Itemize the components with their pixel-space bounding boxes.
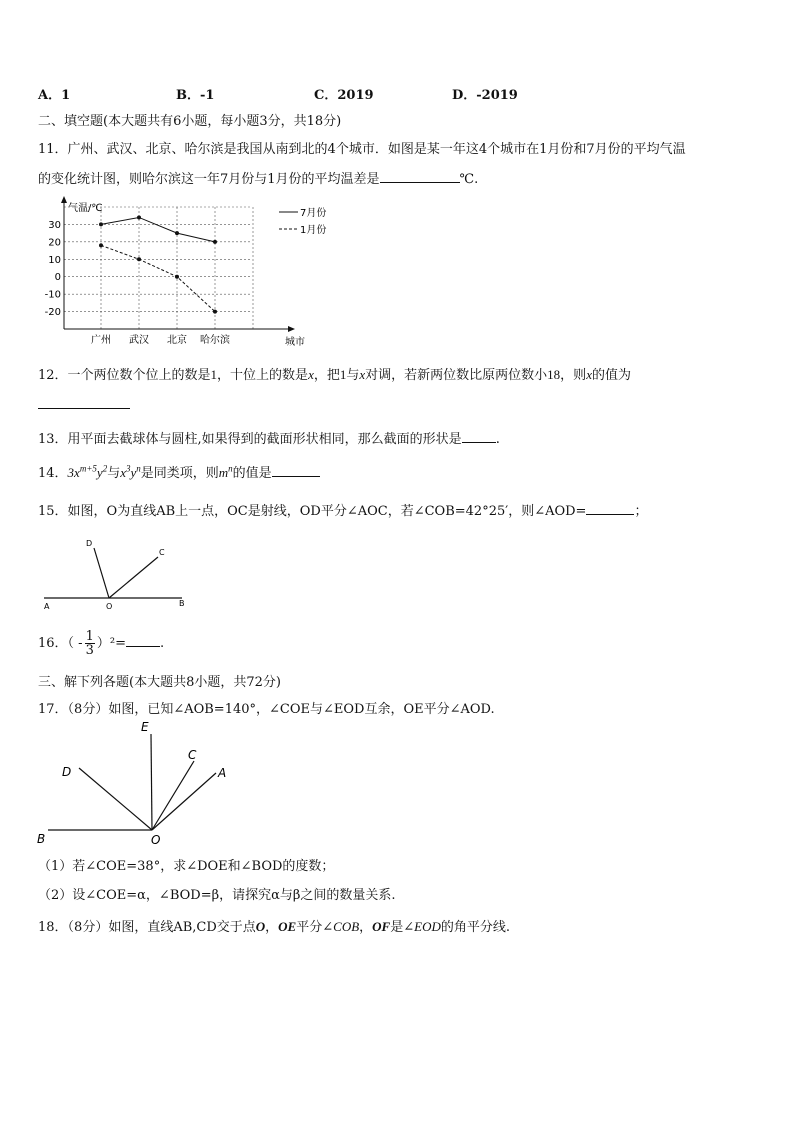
label-e: E <box>141 720 149 734</box>
label-c: C <box>159 548 165 557</box>
ray-oa <box>152 773 216 830</box>
ray-oe <box>151 734 152 830</box>
y-tick-label: 0 <box>54 272 61 284</box>
q10-option-c: C．2019 <box>314 88 374 103</box>
y-tick-label: 10 <box>48 254 61 266</box>
data-point <box>175 275 179 279</box>
ray-oc <box>152 761 194 830</box>
series-line-1 <box>101 217 215 241</box>
label-o: O <box>106 602 113 611</box>
q12-text: 12．一个两位数个位上的数是1，十位上的数是x，把1与x对调，若新两位数比原两位数小18，则x的值为 <box>38 367 631 383</box>
q13-text: 13．用平面去截球体与圆柱,如果得到的截面形状相同，那么截面的形状是 . <box>38 432 500 447</box>
x-tick-label: 哈尔滨 <box>200 335 230 346</box>
fraction-one-third: $\frac{1}{3}$ <box>85 629 94 658</box>
q11-line2: 的变化统计图，则哈尔滨这一年7月份与1月份的平均温差是 ℃. <box>38 172 479 187</box>
q13-answer-blank <box>462 430 496 443</box>
q14-text: 14．$3x^{m+5}y^2$与$x^3y^n$是同类项，则$m^n$的值是 <box>38 462 320 481</box>
q15-answer-blank <box>586 502 634 515</box>
data-point <box>99 243 103 247</box>
q12-answer-blank <box>38 396 130 409</box>
chart-labels <box>45 202 305 348</box>
x-axis-arrow <box>288 326 295 332</box>
q14-answer-blank <box>272 464 320 477</box>
label-a: A <box>218 766 227 780</box>
data-point <box>213 240 217 244</box>
legend-label-1: 7月份 <box>300 208 327 219</box>
q16-text: 16．（ - $\frac{1}{3}$ ）²= . <box>38 629 165 658</box>
x-tick-label: 广州 <box>91 335 111 346</box>
q10-option-d: D．-2019 <box>452 88 518 103</box>
figure-q15 <box>36 532 196 614</box>
q11-line1: 11．广州、武汉、北京、哈尔滨是我国从南到北的4个城市．如图是某一年这4个城市在1月份和7月份的平均气温 <box>38 142 686 157</box>
q11-answer-blank <box>380 170 460 183</box>
ray-od <box>94 548 109 598</box>
x-tick-label: 武汉 <box>129 335 149 346</box>
q18-text: 18．（8分）如图，直线AB,CD交于点O，OE平分∠COB，OF是∠EOD的角平分线. <box>38 919 511 935</box>
data-point <box>175 231 179 235</box>
section2-header: 二、填空题(本大题共有6小题，每小题3分，共18分) <box>38 114 342 129</box>
label-a: A <box>44 602 50 611</box>
label-d: D <box>86 539 93 548</box>
q15-text: 15．如图，O为直线AB上一点，OC是射线，OD平分∠AOC，若∠COB=42°25′，则∠AOD= ； <box>38 504 648 519</box>
y-tick-label: -10 <box>44 289 61 301</box>
q10-option-a: A．1 <box>38 88 71 103</box>
y-axis-label: 气温/℃ <box>68 203 103 214</box>
figure-q17 <box>34 716 244 852</box>
q10-option-b: B．-1 <box>176 88 215 103</box>
chart-series <box>99 215 217 313</box>
temperature-chart <box>36 195 336 350</box>
q17-part2: （2）设∠COE=α，∠BOD=β，请探究α与β之间的数量关系. <box>38 888 396 903</box>
ray-od <box>79 768 152 830</box>
data-point <box>213 310 217 314</box>
section3-header: 三、解下列各题(本大题共8小题，共72分) <box>38 675 281 690</box>
label-c: C <box>188 748 197 762</box>
y-tick-label: 20 <box>48 237 61 249</box>
q17-part1: （1）若∠COE=38°，求∠DOE和∠BOD的度数； <box>38 859 335 874</box>
legend-label-2: 1月份 <box>300 225 327 236</box>
label-b: B <box>37 832 46 846</box>
data-point <box>137 215 141 219</box>
chart-legend <box>279 207 326 236</box>
series-line-2 <box>101 245 215 311</box>
y-axis-arrow <box>61 196 67 203</box>
y-tick-label: -20 <box>44 307 61 319</box>
q16-answer-blank <box>126 634 160 647</box>
x-tick-label: 北京 <box>167 335 187 346</box>
label-o: O <box>151 833 161 847</box>
data-point <box>99 222 103 226</box>
label-b: B <box>179 599 185 608</box>
x-axis-label: 城市 <box>285 337 305 348</box>
data-point <box>137 257 141 261</box>
label-d: D <box>62 765 72 779</box>
ray-oc <box>109 557 158 598</box>
q17-text: 17．（8分）如图，已知∠AOB=140°，∠COE与∠EOD互余，OE平分∠AOD. <box>38 702 495 717</box>
y-tick-label: 30 <box>48 219 61 231</box>
